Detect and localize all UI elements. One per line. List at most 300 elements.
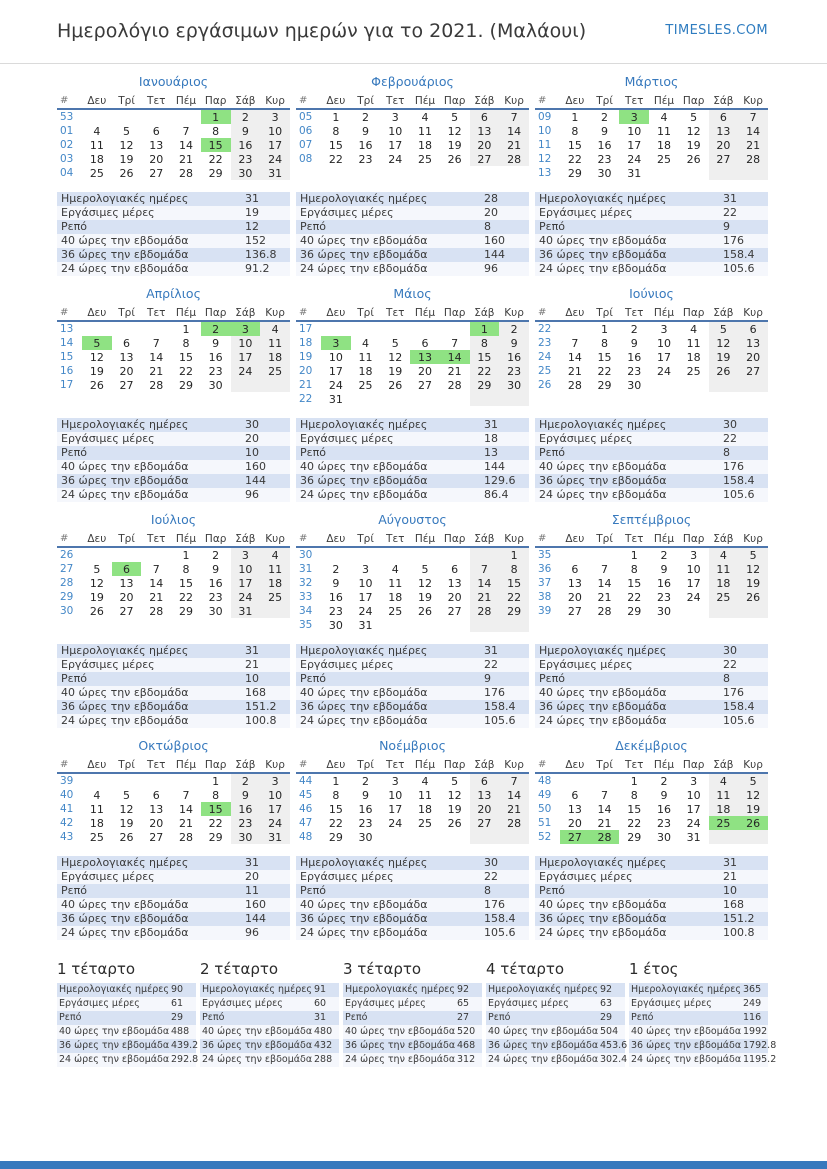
week-number: 17 (60, 379, 74, 391)
stat-row (343, 1039, 482, 1053)
stat-label: Ημερολογιακές ημέρες (59, 984, 169, 995)
day-cell: 20 (119, 590, 134, 604)
month-calendar-february (296, 93, 529, 166)
stat-label: 24 ώρες την εβδομάδα (300, 488, 428, 501)
day-cell: 23 (656, 816, 671, 830)
month-title-october: Οκτώβριος (138, 738, 209, 753)
day-cell: 5 (738, 547, 768, 562)
day-cell: 20 (709, 138, 739, 152)
day-header-row (57, 531, 290, 547)
day-cell: 21 (178, 152, 193, 166)
stat-row (57, 418, 290, 432)
stat-row (343, 997, 482, 1011)
week-number: 35 (299, 619, 313, 631)
week-number: 16 (60, 365, 74, 377)
day-cell: 25 (89, 830, 104, 844)
stat-row (57, 926, 290, 940)
stat-value: 10 (723, 884, 737, 897)
week-row (57, 152, 290, 166)
day-cell: 17 (686, 576, 701, 590)
day-cell: 31 (627, 166, 642, 180)
day-cell: 21 (149, 364, 164, 378)
day-cell: 14 (149, 350, 164, 364)
week-number: 22 (538, 323, 552, 335)
day-cell: 19 (738, 576, 768, 590)
stat-label: 40 ώρες την εβδομάδα (488, 1026, 599, 1037)
day-cell: 22 (328, 152, 343, 166)
day-cell: 15 (499, 576, 529, 590)
stat-label: 36 ώρες την εβδομάδα (539, 700, 667, 713)
day-cell: 10 (686, 562, 701, 576)
day-cell: 26 (417, 604, 432, 618)
day-cell: 8 (630, 788, 638, 802)
day-header: Κυρ (260, 305, 290, 321)
day-cell: 14 (149, 576, 164, 590)
stat-value: 144 (484, 460, 505, 473)
day-header: Πέμ (171, 757, 201, 773)
week-row (535, 378, 768, 392)
day-cell: 24 (231, 364, 261, 378)
stat-label: 36 ώρες την εβδομάδα (631, 1040, 742, 1051)
week-number: 43 (60, 831, 74, 843)
stat-row (296, 446, 529, 460)
empty-cell (141, 321, 171, 336)
holiday-day-cell: 14 (440, 350, 470, 364)
month-december (535, 738, 768, 844)
day-cell: 16 (499, 350, 529, 364)
empty-cell (410, 547, 440, 562)
day-header: Τρί (590, 757, 620, 773)
day-header: Τρί (112, 305, 142, 321)
stat-value: 176 (484, 686, 505, 699)
week-number: 13 (538, 167, 552, 179)
day-header: Παρ (440, 305, 470, 321)
week-number: 38 (538, 591, 552, 603)
day-header: Τρί (590, 93, 620, 109)
stat-row (535, 418, 768, 432)
day-header: Παρ (679, 93, 709, 109)
stat-value: 100.8 (723, 926, 755, 939)
stat-label: 24 ώρες την εβδομάδα (300, 714, 428, 727)
day-cell: 2 (212, 548, 220, 562)
day-cell: 16 (231, 138, 261, 152)
month-may (296, 286, 529, 406)
week-row (535, 788, 768, 802)
month-calendar-october (57, 757, 290, 844)
day-cell: 1 (332, 774, 340, 788)
stat-row (57, 714, 290, 728)
site-link[interactable]: TIMESLES.COM (665, 23, 768, 38)
day-cell: 8 (212, 788, 220, 802)
day-cell: 29 (567, 166, 582, 180)
stat-label: 36 ώρες την εβδομάδα (345, 1040, 456, 1051)
day-cell: 11 (709, 788, 739, 802)
day-header: Σάβ (470, 757, 500, 773)
stat-label: 36 ώρες την εβδομάδα (61, 248, 189, 261)
day-header: Τρί (112, 93, 142, 109)
day-header: Δευ (560, 757, 590, 773)
day-cell: 18 (417, 802, 432, 816)
day-cell: 18 (358, 364, 373, 378)
week-column-header: # (57, 757, 82, 773)
stat-row (57, 1011, 196, 1025)
week-row (57, 802, 290, 816)
week-number: 26 (538, 379, 552, 391)
week-row (296, 788, 529, 802)
day-cell: 9 (630, 336, 638, 350)
day-cell: 6 (152, 124, 160, 138)
day-cell: 12 (417, 576, 432, 590)
stats-may (296, 418, 529, 502)
quarters-summary (57, 960, 777, 1067)
empty-cell (590, 773, 620, 788)
day-cell: 13 (447, 576, 462, 590)
calendar-content (57, 74, 768, 940)
month-title-december: Δεκέμβριος (615, 738, 688, 753)
week-number: 46 (299, 803, 313, 815)
footer-bar (0, 1161, 827, 1169)
day-cell: 18 (89, 816, 104, 830)
empty-cell (679, 378, 709, 392)
stat-value: 31 (314, 1012, 327, 1023)
week-number: 24 (538, 351, 552, 363)
day-cell: 8 (332, 788, 340, 802)
stat-row (629, 983, 768, 997)
stat-value: 160 (245, 898, 266, 911)
day-cell: 7 (601, 562, 609, 576)
stat-row (343, 983, 482, 997)
stat-label: 36 ώρες την εβδομάδα (202, 1040, 313, 1051)
holiday-day-cell: 1 (201, 109, 231, 124)
stat-label: Ρεπό (345, 1012, 368, 1023)
stat-value: 13 (484, 446, 498, 459)
stat-label: 36 ώρες την εβδομάδα (59, 1040, 170, 1051)
day-cell: 14 (499, 788, 529, 802)
day-cell: 4 (362, 336, 370, 350)
day-cell: 1 (630, 548, 638, 562)
week-number: 29 (60, 591, 74, 603)
stat-label: Εργάσιμες μέρες (539, 432, 633, 445)
empty-cell (321, 547, 351, 562)
empty-cell (738, 604, 768, 618)
day-cell: 28 (178, 830, 193, 844)
stat-value: 1195.2 (743, 1054, 777, 1065)
stat-value: 30 (723, 644, 737, 657)
day-cell: 21 (499, 138, 529, 152)
day-cell: 19 (738, 802, 768, 816)
stat-label: Ημερολογιακές ημέρες (488, 984, 598, 995)
stat-value: 105.6 (723, 262, 755, 275)
day-cell: 15 (328, 138, 343, 152)
day-cell: 14 (178, 138, 193, 152)
day-cell: 22 (328, 816, 343, 830)
stat-row (535, 672, 768, 686)
stat-row (57, 983, 196, 997)
stat-label: 36 ώρες την εβδομάδα (300, 474, 428, 487)
day-cell: 17 (358, 590, 373, 604)
month-calendar-may (296, 305, 529, 406)
stat-label: 24 ώρες την εβδομάδα (61, 262, 189, 275)
day-cell: 30 (499, 378, 529, 392)
empty-cell (440, 547, 470, 562)
day-header: Παρ (201, 305, 231, 321)
day-cell: 4 (660, 110, 668, 124)
day-cell: 17 (388, 802, 403, 816)
week-row (57, 138, 290, 152)
day-header-row (57, 305, 290, 321)
day-cell: 26 (119, 830, 134, 844)
stat-value: 9 (723, 220, 730, 233)
empty-cell (590, 547, 620, 562)
stats-july (57, 644, 290, 728)
stat-label: 40 ώρες την εβδομάδα (61, 460, 189, 473)
day-cell: 2 (660, 548, 668, 562)
week-row (57, 109, 290, 124)
day-cell: 4 (421, 774, 429, 788)
week-column-header: # (296, 531, 321, 547)
day-cell: 12 (447, 124, 462, 138)
stat-row (57, 1039, 199, 1053)
week-row (296, 562, 529, 576)
stat-value: 168 (245, 686, 266, 699)
day-header: Τετ (141, 531, 171, 547)
day-cell: 9 (660, 562, 668, 576)
day-cell: 9 (332, 576, 340, 590)
day-cell: 27 (470, 152, 500, 166)
month-title-june: Ιούνιος (629, 286, 674, 301)
week-number: 11 (538, 139, 552, 151)
stat-label: Ημερολογιακές ημέρες (300, 192, 428, 205)
day-cell: 23 (358, 816, 373, 830)
day-cell: 9 (601, 124, 609, 138)
day-cell: 16 (231, 802, 261, 816)
stat-row (535, 220, 768, 234)
day-header: Σάβ (470, 305, 500, 321)
stat-label: 36 ώρες την εβδομάδα (488, 1040, 599, 1051)
day-cell: 1 (571, 110, 579, 124)
day-cell: 3 (260, 109, 290, 124)
day-header: Τρί (351, 757, 381, 773)
day-cell: 4 (93, 124, 101, 138)
stat-row (535, 206, 768, 220)
stat-label: Ρεπό (61, 884, 87, 897)
day-cell: 3 (690, 548, 698, 562)
day-header: Παρ (440, 757, 470, 773)
empty-cell (112, 109, 142, 124)
day-cell: 24 (388, 816, 403, 830)
stat-label: Ρεπό (539, 446, 565, 459)
day-cell: 26 (686, 152, 701, 166)
holiday-day-cell: 3 (321, 336, 351, 350)
stat-label: 24 ώρες την εβδομάδα (488, 1054, 599, 1065)
day-cell: 23 (208, 590, 223, 604)
stat-value: 1992 (743, 1026, 768, 1037)
stat-label: Εργάσιμες μέρες (202, 998, 283, 1009)
empty-cell (470, 547, 500, 562)
week-number: 28 (60, 577, 74, 589)
day-cell: 21 (447, 364, 462, 378)
day-cell: 13 (119, 576, 134, 590)
stat-value: 8 (723, 672, 730, 685)
week-row (535, 321, 768, 336)
stat-value: 105.6 (723, 488, 755, 501)
stat-value: 18 (484, 432, 498, 445)
day-cell: 5 (123, 124, 131, 138)
week-number: 34 (299, 605, 313, 617)
stat-label: 36 ώρες την εβδομάδα (61, 474, 189, 487)
stat-value: 31 (245, 192, 259, 205)
month-calendar-july (57, 531, 290, 618)
day-cell: 28 (149, 378, 164, 392)
stat-row (200, 983, 339, 997)
month-title-january: Ιανουάριος (138, 74, 209, 89)
week-row (296, 802, 529, 816)
day-cell: 30 (208, 378, 223, 392)
day-header: Πέμ (171, 93, 201, 109)
month-stats-row-2 (57, 418, 768, 502)
month-calendar-january (57, 93, 290, 180)
holiday-day-cell: 26 (738, 816, 768, 830)
stat-row (57, 192, 290, 206)
day-cell: 7 (182, 788, 190, 802)
day-header: Δευ (321, 757, 351, 773)
week-number: 01 (60, 125, 74, 137)
month-title-november: Νοέμβριος (379, 738, 446, 753)
stat-value: 105.6 (484, 714, 516, 727)
day-cell: 31 (686, 830, 701, 844)
day-cell: 22 (178, 364, 193, 378)
stats-november (296, 856, 529, 940)
day-cell: 6 (470, 773, 500, 788)
day-cell: 28 (149, 604, 164, 618)
stat-value: 176 (723, 686, 744, 699)
day-header: Δευ (560, 93, 590, 109)
day-cell: 27 (567, 604, 582, 618)
month-september (535, 512, 768, 632)
stat-label: 40 ώρες την εβδομάδα (202, 1026, 313, 1037)
day-cell: 12 (119, 802, 134, 816)
stat-row (57, 912, 290, 926)
month-august (296, 512, 529, 632)
day-cell: 8 (630, 562, 638, 576)
day-header: Κυρ (260, 531, 290, 547)
week-row (296, 350, 529, 364)
day-cell: 30 (627, 378, 642, 392)
months-row-2 (57, 286, 768, 406)
day-cell: 25 (656, 152, 671, 166)
day-cell: 30 (328, 618, 343, 632)
week-number: 19 (299, 351, 313, 363)
day-header: Κυρ (260, 757, 290, 773)
day-cell: 14 (597, 802, 612, 816)
stat-row (296, 700, 529, 714)
stat-value: 151.2 (245, 700, 277, 713)
stat-label: Ημερολογιακές ημέρες (61, 418, 189, 431)
stat-label: 36 ώρες την εβδομάδα (300, 700, 428, 713)
week-number: 35 (538, 549, 552, 561)
day-header: Κυρ (738, 305, 768, 321)
day-cell: 1 (332, 110, 340, 124)
stat-row (296, 912, 529, 926)
week-number: 47 (299, 817, 313, 829)
empty-cell (231, 378, 261, 392)
stat-label: 24 ώρες την εβδομάδα (539, 714, 667, 727)
stat-row (57, 997, 196, 1011)
day-cell: 31 (328, 392, 343, 406)
week-row (57, 562, 290, 576)
stat-value: 92 (600, 984, 613, 995)
day-cell: 20 (149, 152, 164, 166)
day-cell: 9 (231, 124, 261, 138)
week-number: 41 (60, 803, 74, 815)
day-cell: 31 (260, 166, 290, 180)
empty-cell (171, 109, 201, 124)
day-header: Παρ (679, 757, 709, 773)
day-cell: 27 (447, 604, 462, 618)
stat-row (200, 1025, 339, 1039)
day-header: Πέμ (171, 531, 201, 547)
stat-row (486, 1053, 628, 1067)
stat-label: Εργάσιμες μέρες (300, 870, 394, 883)
day-cell: 2 (362, 774, 370, 788)
week-number: 26 (60, 549, 74, 561)
stat-value: 488 (171, 1026, 190, 1037)
day-cell: 1 (212, 774, 220, 788)
stat-value: 86.4 (484, 488, 509, 501)
week-number: 49 (538, 789, 552, 801)
week-number: 30 (60, 605, 74, 617)
day-cell: 13 (709, 124, 739, 138)
stat-value: 129.6 (484, 474, 516, 487)
day-cell: 4 (391, 562, 399, 576)
day-cell: 19 (709, 350, 739, 364)
day-cell: 27 (149, 830, 164, 844)
day-cell: 22 (627, 590, 642, 604)
day-cell: 18 (709, 802, 739, 816)
week-number: 07 (299, 139, 313, 151)
week-number: 45 (299, 789, 313, 801)
empty-cell (738, 378, 768, 392)
stat-label: Ημερολογιακές ημέρες (539, 856, 667, 869)
stat-row (486, 1039, 628, 1053)
day-cell: 15 (328, 802, 343, 816)
day-cell: 28 (470, 604, 500, 618)
day-header: Παρ (201, 531, 231, 547)
empty-cell (470, 618, 500, 632)
day-cell: 27 (709, 152, 739, 166)
stat-row (200, 997, 339, 1011)
stats-quarter-2 (200, 983, 339, 1067)
stat-value: 22 (723, 658, 737, 671)
stat-row (486, 997, 625, 1011)
stat-row (296, 714, 529, 728)
stat-row (296, 220, 529, 234)
stat-label: Εργάσιμες μέρες (300, 658, 394, 671)
day-cell: 24 (656, 364, 671, 378)
day-header: Σάβ (231, 305, 261, 321)
day-cell: 6 (421, 336, 429, 350)
week-row (57, 166, 290, 180)
stat-row (296, 474, 529, 488)
day-header: Τρί (590, 531, 620, 547)
stat-value: 136.8 (245, 248, 277, 261)
day-cell: 17 (231, 350, 261, 364)
week-number: 37 (538, 577, 552, 589)
day-cell: 5 (451, 774, 459, 788)
day-cell: 25 (89, 166, 104, 180)
day-header: Τετ (141, 93, 171, 109)
week-row (296, 138, 529, 152)
